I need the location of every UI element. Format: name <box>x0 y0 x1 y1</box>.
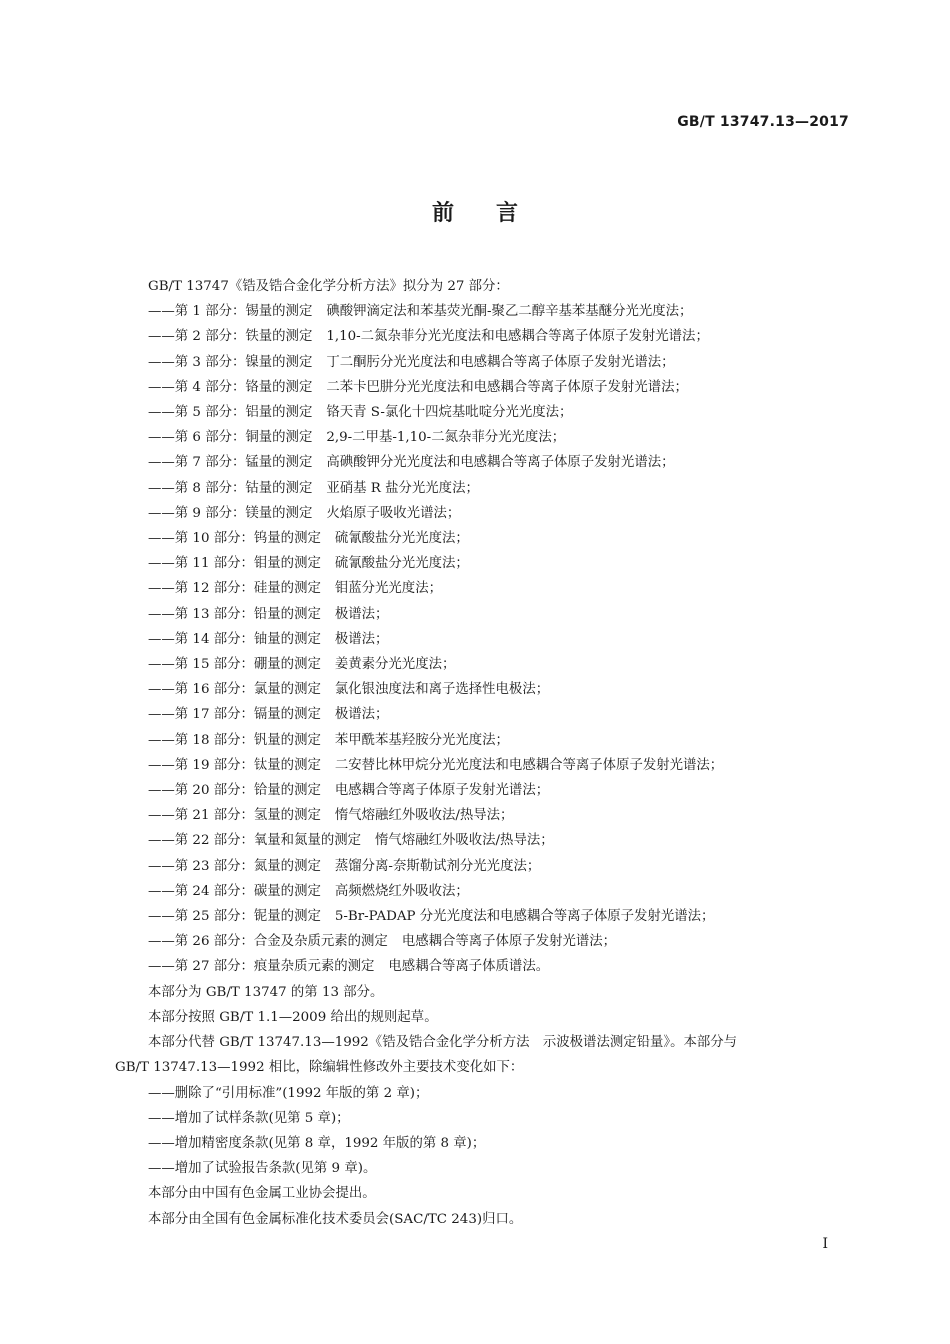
part-method: 电感耦合等离子体质谱法。 <box>388 959 550 975</box>
list-item <box>115 526 855 551</box>
list-item <box>115 702 855 727</box>
part-name: ——第 9 部分：镁量的测定 <box>148 505 313 521</box>
paragraph-proposed-by: 本部分由中国有色金属工业协会提出。 <box>148 1186 376 1202</box>
part-name: ——第 19 部分：钛量的测定 <box>148 757 321 773</box>
part-name: ——第 1 部分：锡量的测定 <box>148 304 313 320</box>
part-name: ——第 14 部分：铀量的测定 <box>148 631 321 647</box>
list-item <box>115 728 855 753</box>
paragraph-administered-by: 本部分由全国有色金属标准化技术委员会(SAC/TC 243)归口。 <box>148 1211 523 1227</box>
part-name: ——第 2 部分：铁量的测定 <box>148 329 313 345</box>
parts-list <box>115 299 855 979</box>
part-name: ——第 22 部分：氧量和氮量的测定 <box>148 833 362 849</box>
list-item <box>115 425 855 450</box>
part-name: ——第 5 部分：铝量的测定 <box>148 405 313 421</box>
paragraph-replaces-continued: GB/T 13747.13—1992 相比，除编辑性修改外主要技术变化如下： <box>115 1060 524 1076</box>
part-name: ——第 18 部分：钒量的测定 <box>148 732 321 748</box>
list-item <box>115 677 855 702</box>
paragraph-drafting-rule: 本部分按照 GB/T 1.1—2009 给出的规则起草。 <box>148 1009 438 1025</box>
part-method: 高碘酸钾分光光度法和电感耦合等离子体原子发射光谱法； <box>326 455 675 471</box>
part-method: 钼蓝分光光度法； <box>334 581 442 597</box>
part-method: 5-Br-PADAP 分光光度法和电感耦合等离子体原子发射光谱法； <box>334 909 715 925</box>
list-item: ——增加了试样条款(见第 5 章)； <box>148 1110 350 1126</box>
paragraph-replaces: 本部分代替 GB/T 13747.13—1992《锆及锆合金化学分析方法 示波极谱法测定铅量》。本部分与 <box>148 1035 738 1051</box>
part-method: 苯甲酰苯基羟胺分光光度法； <box>334 732 509 748</box>
part-name: ——第 15 部分：硼量的测定 <box>148 657 321 673</box>
list-item <box>115 350 855 375</box>
part-name: ——第 27 部分：痕量杂质元素的测定 <box>148 959 375 975</box>
changes-list <box>115 1081 855 1182</box>
part-name: ——第 13 部分：铅量的测定 <box>148 606 321 622</box>
part-method: 火焰原子吸收光谱法； <box>326 505 461 521</box>
list-item <box>115 400 855 425</box>
part-name: ——第 11 部分：钼量的测定 <box>148 556 321 572</box>
list-item <box>115 501 855 526</box>
part-name: ——第 26 部分：合金及杂质元素的测定 <box>148 934 388 950</box>
list-item <box>115 627 855 652</box>
part-name: ——第 4 部分：铬量的测定 <box>148 379 313 395</box>
part-method: 铬天青 S-氯化十四烷基吡啶分光光度法； <box>326 405 573 421</box>
list-item <box>115 450 855 475</box>
part-name: ——第 3 部分：镍量的测定 <box>148 354 313 370</box>
part-method: 亚硝基 R 盐分光光度法； <box>326 480 479 496</box>
intro-paragraph: GB/T 13747《锆及锆合金化学分析方法》拟分为 27 部分： <box>148 279 509 294</box>
page-title: 前言 <box>431 201 560 226</box>
part-name: ——第 7 部分：锰量的测定 <box>148 455 313 471</box>
part-method: 蒸馏分离-奈斯勒试剂分光光度法； <box>334 858 541 874</box>
part-method: 惰气熔融红外吸收法/热导法； <box>375 833 554 849</box>
part-method: 二安替比林甲烷分光光度法和电感耦合等离子体原子发射光谱法； <box>334 757 724 773</box>
part-name: ——第 16 部分：氯量的测定 <box>148 682 321 698</box>
page-number: Ⅰ <box>822 1236 828 1252</box>
list-item <box>115 803 855 828</box>
list-item <box>115 652 855 677</box>
list-item <box>115 753 855 778</box>
list-item: ——增加精密度条款(见第 8 章，1992 年版的第 8 章)； <box>148 1135 486 1151</box>
part-name: ——第 17 部分：镉量的测定 <box>148 707 321 723</box>
part-name: ——第 12 部分：硅量的测定 <box>148 581 321 597</box>
part-name: ——第 6 部分：铜量的测定 <box>148 430 313 446</box>
list-item <box>115 375 855 400</box>
list-item <box>115 778 855 803</box>
standard-code: GB/T 13747.13—2017 <box>677 114 849 130</box>
part-method: 硫氰酸盐分光光度法； <box>334 531 469 547</box>
list-item <box>115 602 855 627</box>
part-name: ——第 23 部分：氮量的测定 <box>148 858 321 874</box>
part-method: 丁二酮肟分光光度法和电感耦合等离子体原子发射光谱法； <box>326 354 675 370</box>
part-method: 硫氰酸盐分光光度法； <box>334 556 469 572</box>
part-method: 1,10-二氮杂菲分光光度法和电感耦合等离子体原子发射光谱法； <box>326 329 709 345</box>
part-name: ——第 20 部分：铪量的测定 <box>148 783 321 799</box>
part-method: 姜黄素分光光度法； <box>334 657 456 673</box>
part-method: 极谱法； <box>334 606 389 622</box>
part-name: ——第 24 部分：碳量的测定 <box>148 883 321 899</box>
part-name: ——第 8 部分：钴量的测定 <box>148 480 313 496</box>
part-name: ——第 25 部分：铌量的测定 <box>148 909 321 925</box>
list-item <box>115 904 855 929</box>
part-method: 高频燃烧红外吸收法； <box>334 883 469 899</box>
part-method: 电感耦合等离子体原子发射光谱法； <box>334 783 550 799</box>
list-item <box>115 476 855 501</box>
list-item <box>115 854 855 879</box>
part-name: ——第 10 部分：钨量的测定 <box>148 531 321 547</box>
document-body <box>115 274 855 1232</box>
list-item: ——增加了试验报告条款(见第 9 章)。 <box>148 1161 377 1177</box>
list-item <box>115 954 855 979</box>
part-method: 二苯卡巴肼分光光度法和电感耦合等离子体原子发射光谱法； <box>326 379 688 395</box>
list-item <box>115 324 855 349</box>
part-name: ——第 21 部分：氢量的测定 <box>148 808 321 824</box>
part-method: 极谱法； <box>334 631 389 647</box>
list-item <box>115 828 855 853</box>
list-item <box>115 576 855 601</box>
list-item: ——删除了“引用标准”(1992 年版的第 2 章)； <box>148 1085 429 1101</box>
part-method: 2,9-二甲基-1,10-二氮杂菲分光光度法； <box>326 430 566 446</box>
list-item <box>115 551 855 576</box>
part-method: 电感耦合等离子体原子发射光谱法； <box>401 934 617 950</box>
paragraph-part-scope: 本部分为 GB/T 13747 的第 13 部分。 <box>148 984 384 1000</box>
list-item <box>115 929 855 954</box>
part-method: 惰气熔融红外吸收法/热导法； <box>334 808 514 824</box>
part-method: 碘酸钾滴定法和苯基荧光酮-聚乙二醇辛基苯基醚分光光度法； <box>326 304 693 320</box>
part-method: 氯化银浊度法和离子选择性电极法； <box>334 682 550 698</box>
list-item <box>115 879 855 904</box>
part-method: 极谱法； <box>334 707 389 723</box>
list-item <box>115 299 855 324</box>
